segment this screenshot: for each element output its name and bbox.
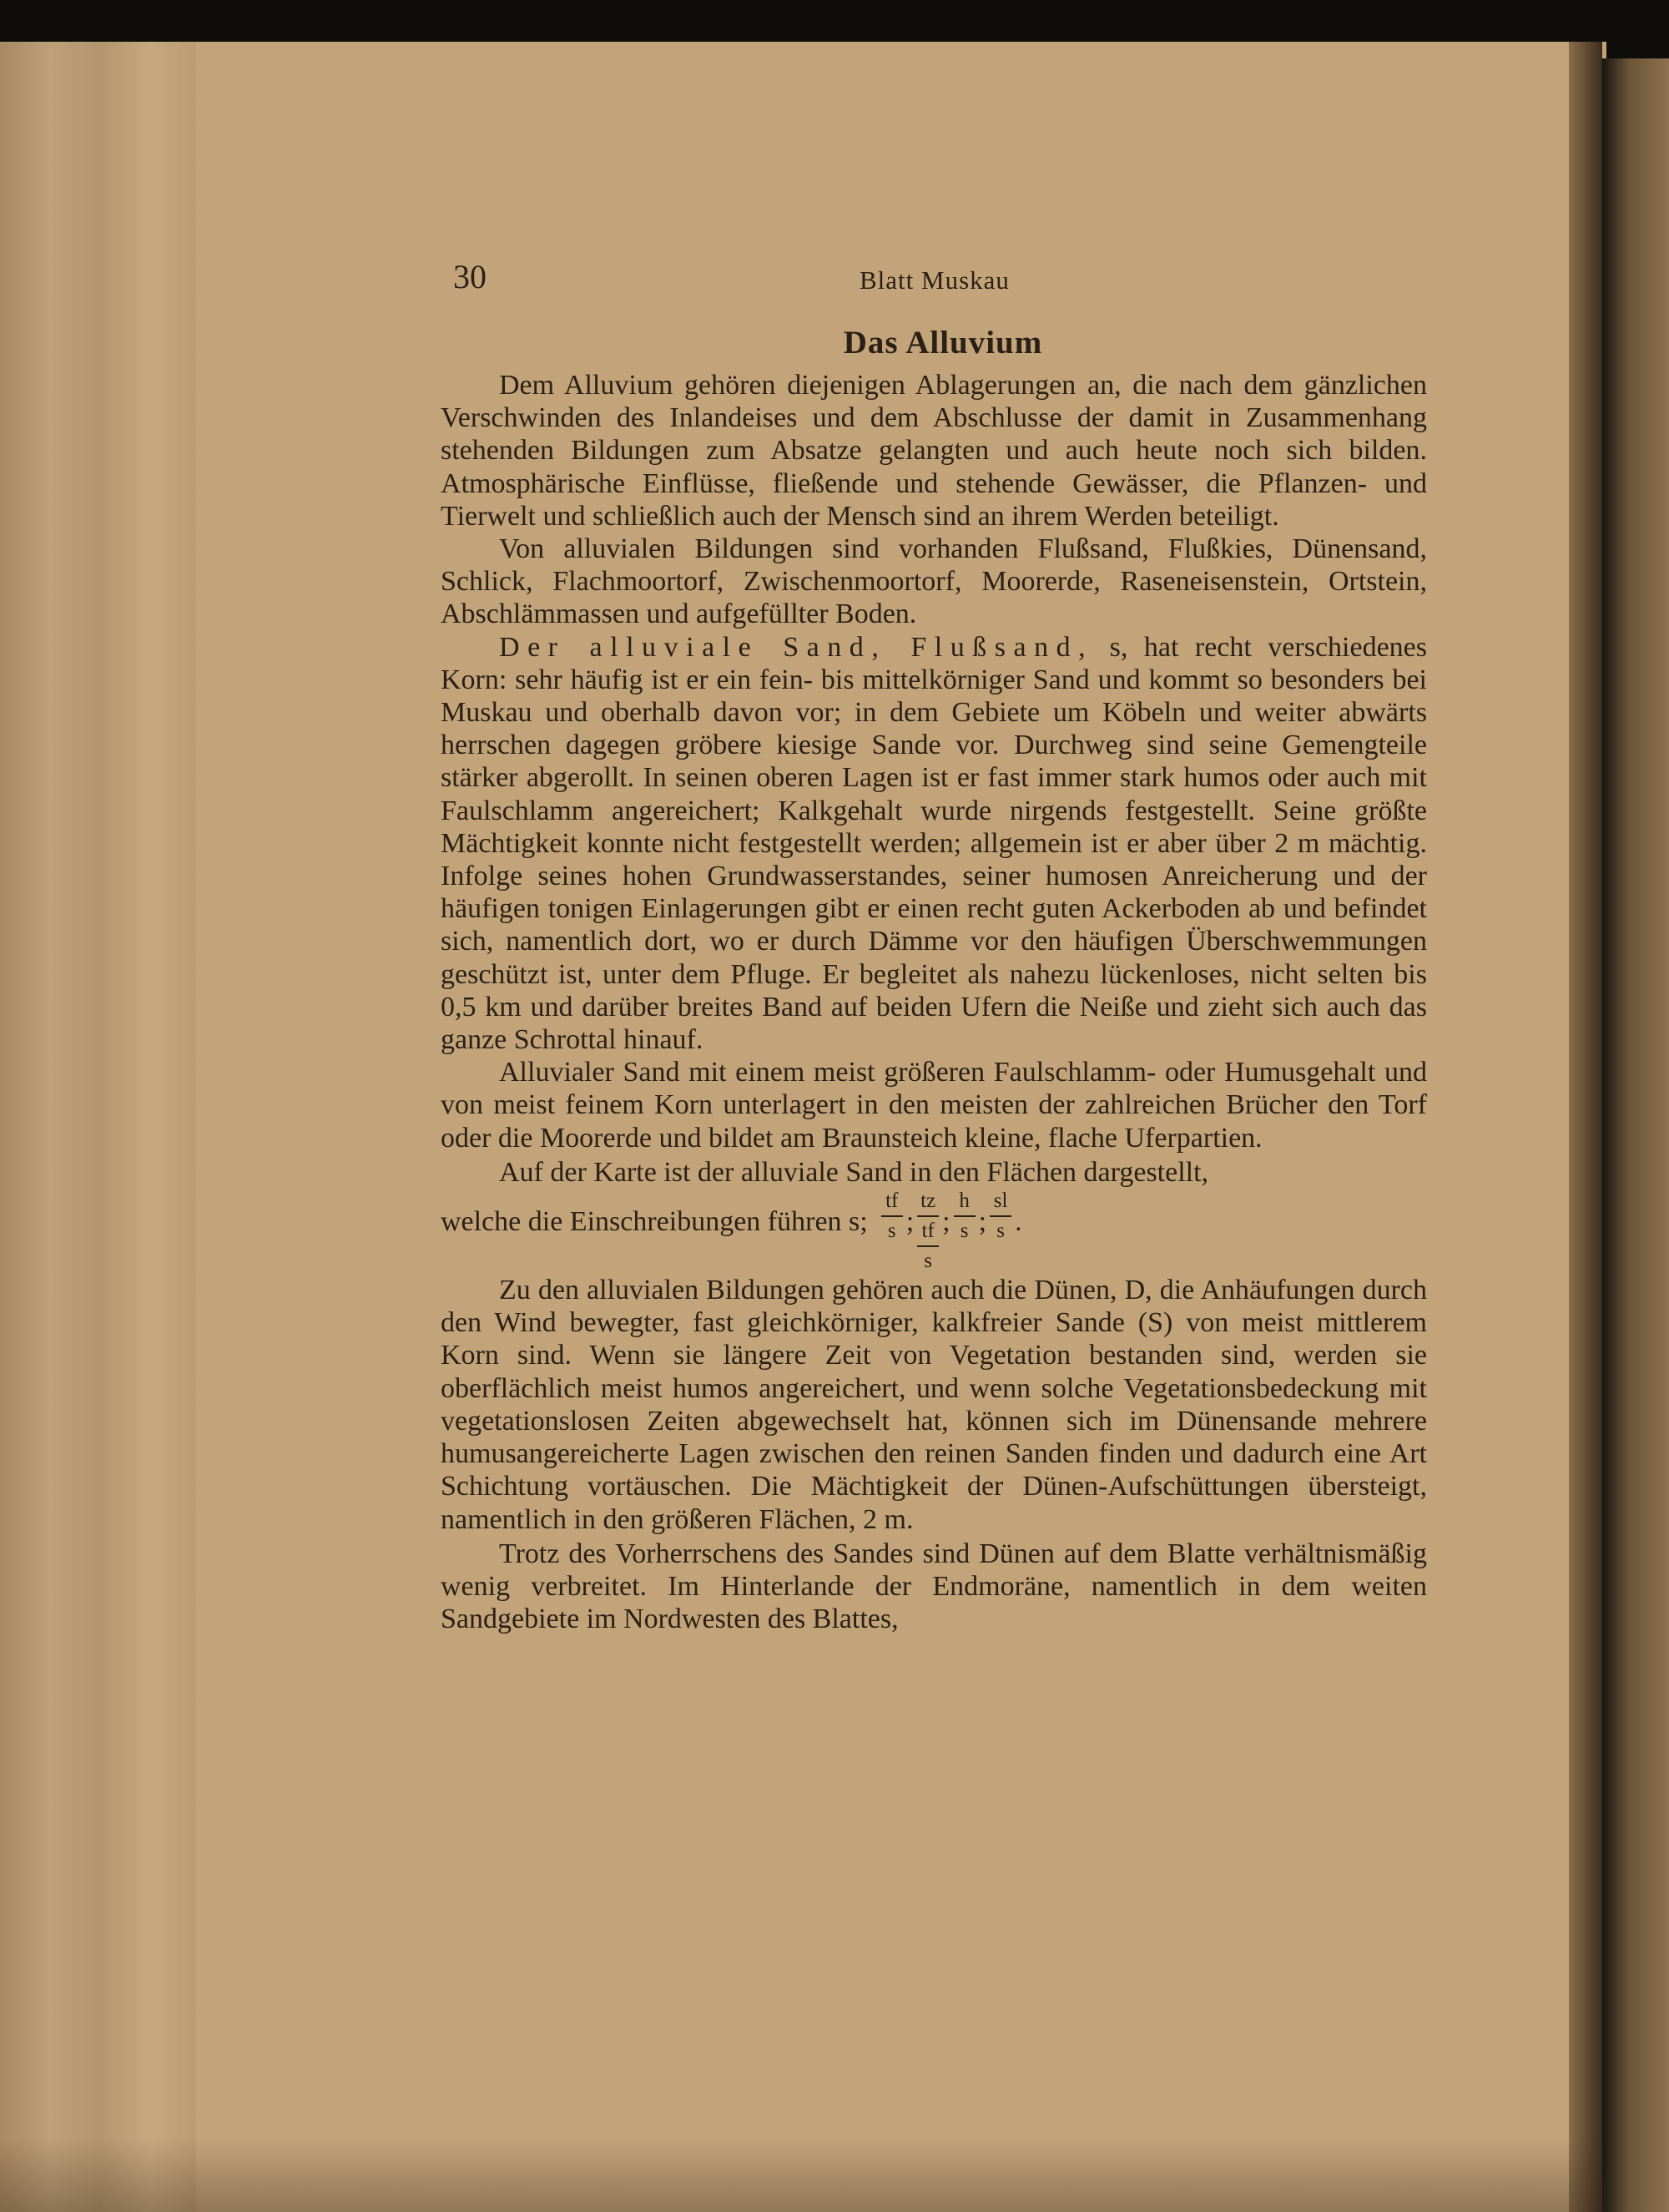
adjacent-page-edge [1602,58,1669,2212]
section-title: Das Alluvium [843,325,1043,361]
fraction-h-s: $\frac{h}{s}$ [954,1189,976,1244]
paragraph-4: Alluvialer Sand mit einem meist größeren Faulschlamm- oder Humusgehalt und von meist feinem Korn unterlagert in den meisten der zahlreichen Brücher den Torf oder die Moorerde und bildet am Braunsteich kleine, flache Uferpartien. [441,1057,1427,1154]
fraction-sl-s: $\frac{sl}{s}$ [990,1189,1011,1244]
page-edge [1569,42,1602,2212]
page-number: 30 [453,258,487,295]
paragraph-5-line-2: welche die Einschreibungen führen s; [441,1206,868,1238]
paragraph-2: Von alluvialen Bildungen sind vorhanden Flußsand, Flußkies, Dünensand, Schlick, Flachmoortorf, Zwischenmoortorf, Moorerde, Raseneisenstein, Ortstein, Abschlämmassen und aufgefüllter Boden. [441,533,1427,630]
paragraph-1: Dem Alluvium gehören diejenigen Ablagerungen an, die nach dem gänzlichen Verschwinden des Inlandeises und dem Abschlusse der damit in Zusammenhang stehenden Bildungen zum Absatze gelangten und auch heute noch sich bilden. Atmosphärische Einflüsse, fließende und stehende Gewässer, die Pflanzen- und Tierwelt und schließlich auch der Mensch sind an ihrem Werden beteiligt. [441,370,1427,532]
body-text [441,369,1427,1635]
paragraph-6: Zu den alluvialen Bildungen gehören auch die Dünen, D, die Anhäufungen durch den Wind bewegter, fast gleichkörniger, kalkfreier Sande (S) von meist mittlerem Korn sind. Wenn sie längere Zeit von Vegetation bestanden sind, werden sie oberflächlich meist humos angereichert, und wenn solche Vegetationsbedeckung mit vegetationslosen Zeiten abgewechselt hat, können sich im Dünensande mehrere humusangereicherte Lagen zwischen den reinen Sanden finden und dadurch eine Art Schichtung vortäuschen. Die Mächtigkeit der Dünen-Aufschüttungen übersteigt, namentlich in den größeren Flächen, 2 m. [441,1275,1427,1535]
paragraph-5-line-1: Auf der Karte ist der alluviale Sand in den Flächen dargestellt, [499,1156,1209,1188]
page-shadow [0,2137,1606,2212]
fraction-tf-s: $\frac{tf}{s}$ [881,1189,903,1244]
running-head: Blatt Muskau [860,265,1010,295]
paragraph-7: Trotz des Vorherrschens des Sandes sind Dünen auf dem Blatte verhältnismäßig wenig verbreitet. Im Hinterlande der Endmoräne, namentlich in dem weiten Sandgebiete im Nordwesten des Blattes, [441,1538,1427,1635]
paragraph-3-spaced-term: Der alluviale Sand, Flußsand, [499,631,1094,663]
fraction-tz-tf-s: tz tf s [917,1189,939,1274]
paragraph-3 [441,631,1427,1057]
paragraph-5 [441,1156,1427,1189]
page-gutter [0,42,196,2212]
formula-line: welche die Einschreibungen führen s; $\frac{tf}{s}$ ; tz tf s ; $\frac{h}{s}$ ; $\frac{sl}{s}$ . [441,1189,1022,1273]
paragraph-3-text: s, hat recht verschiedenes Korn: sehr häufig ist er ein fein- bis mittelkörniger Sand und kommt so besonders bei Muskau und oberhalb davon vor; in dem Gebiete um Köbeln und weiter abwärts herrschen dagegen gröbere kiesige Sande vor. Durchweg sind seine Gemengteile stärker abgerollt. In seinen oberen Lagen ist er fast immer stark humos oder auch mit Faulschlamm angereichert; Kalkgehalt wurde nirgends festgestellt. Seine größte Mächtigkeit konnte nicht festgestellt werden; allgemein ist er aber über 2 m mächtig. Infolge seines hohen Grundwasserstandes, seiner humosen Anreicherung und der häufigen tonigen Einlagerungen gibt er einen recht guten Ackerboden ab und befindet sich, namentlich dort, wo er durch Dämme vor den häufigen Überschwemmungen geschützt ist, unter dem Pfluge. Er begleitet als nahezu lückenloses, nicht selten bis 0,5 km und darüber breites Band auf beiden Ufern die Neiße und zieht sich auch das ganze Schrottal hinauf. [441,631,1427,1056]
